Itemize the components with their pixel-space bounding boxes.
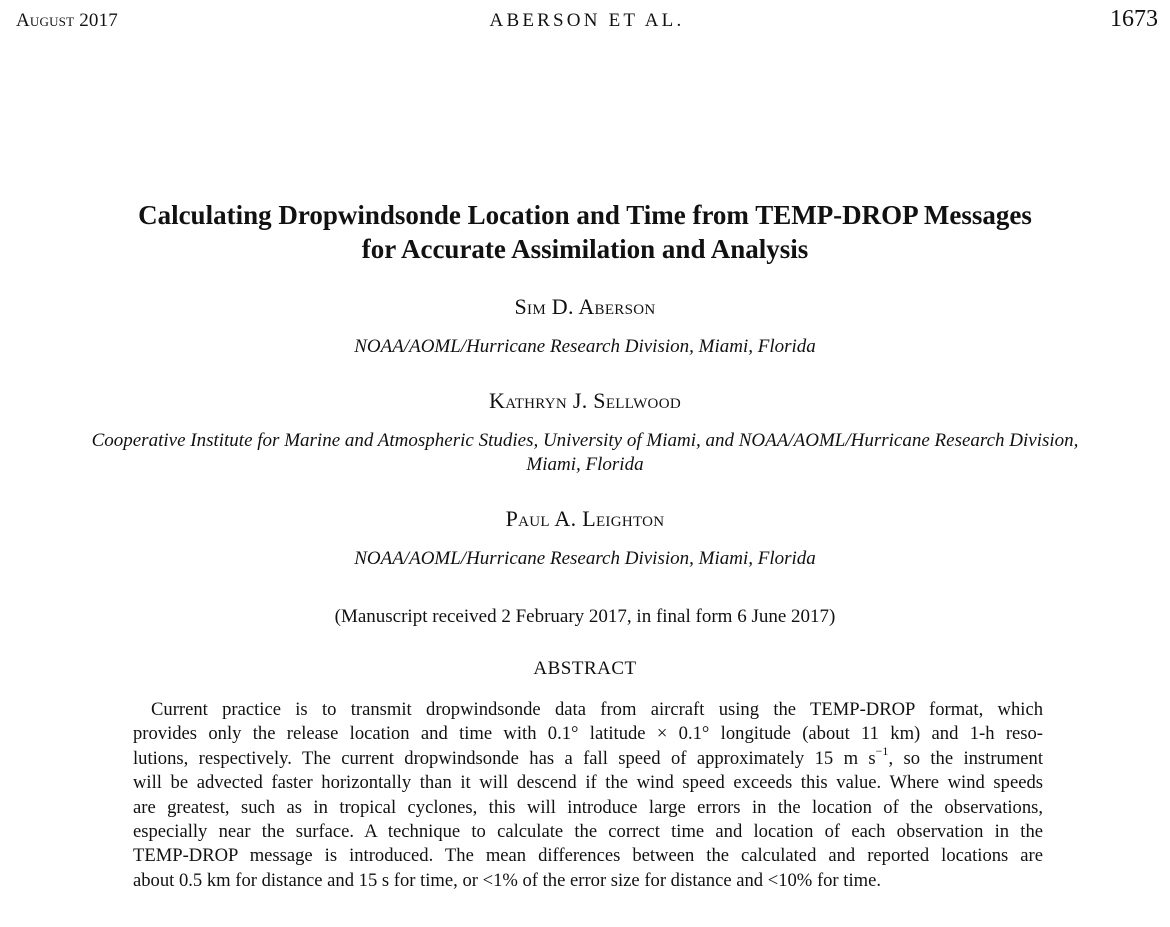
abstract-line: about 0.5 km for distance and 15 s for time, or <1% of the error size for distance and <10% for time. [133,869,881,891]
abstract-line: provides only the release location and time with 0.1° latitude × 0.1° longitude (about 11 km) and 1-h reso- [133,723,1043,745]
unit-superscript: −1 [875,743,889,758]
manuscript-received: (Manuscript received 2 February 2017, in final form 6 June 2017) [334,606,836,627]
author-affiliation [20,547,1150,571]
affiliation-line: Miami, Florida [526,454,644,475]
abstract-heading: ABSTRACT [533,658,637,679]
author-affiliation [20,335,1150,359]
abstract-line: are greatest, such as in tropical cyclones, this will introduce large errors in the location of the observations, [133,796,1043,818]
affiliation-line: Cooperative Institute for Marine and Atmospheric Studies, University of Miami, and NOAA/AOML/Hurricane Research Division, [91,430,1079,451]
abstract-line-text: lutions, respectively. The current dropwindsonde has a fall speed of approximately 15 m s [133,747,876,769]
abstract-line: TEMP-DROP message is introduced. The mean differences between the calculated and reported locations are [133,845,1043,867]
abstract-line [133,743,1044,771]
running-head-authors: ABERSON ET AL. [489,10,685,31]
author-affiliation [20,429,1150,477]
author-name: Kathryn J. Sellwood [489,388,681,413]
page-number: 1673 [1110,6,1158,32]
affiliation-line: NOAA/AOML/Hurricane Research Division, Miami, Florida [354,336,816,357]
running-head [16,6,1158,36]
title-line-2: for Accurate Assimilation and Analysis [361,234,809,264]
abstract-line-tail: , so the instrument [888,747,1044,769]
author-name: Sim D. Aberson [514,294,656,319]
author-name: Paul A. Leighton [505,506,665,531]
abstract-line: will be advected faster horizontally than it will descend if the wind speed exceeds this value. Where wind speeds [133,772,1043,794]
affiliation-line: NOAA/AOML/Hurricane Research Division, Miami, Florida [354,548,816,569]
paper-title [40,198,1130,266]
abstract-line: Current practice is to transmit dropwindsonde data from aircraft using the TEMP-DROP format, which [151,699,1043,720]
abstract-body [133,698,1043,893]
title-line-1: Calculating Dropwindsonde Location and Time from TEMP-DROP Messages [138,200,1032,230]
abstract-line: especially near the surface. A technique to calculate the correct time and location of each observation in the [133,821,1043,843]
issue-date: August 2017 [16,10,119,31]
